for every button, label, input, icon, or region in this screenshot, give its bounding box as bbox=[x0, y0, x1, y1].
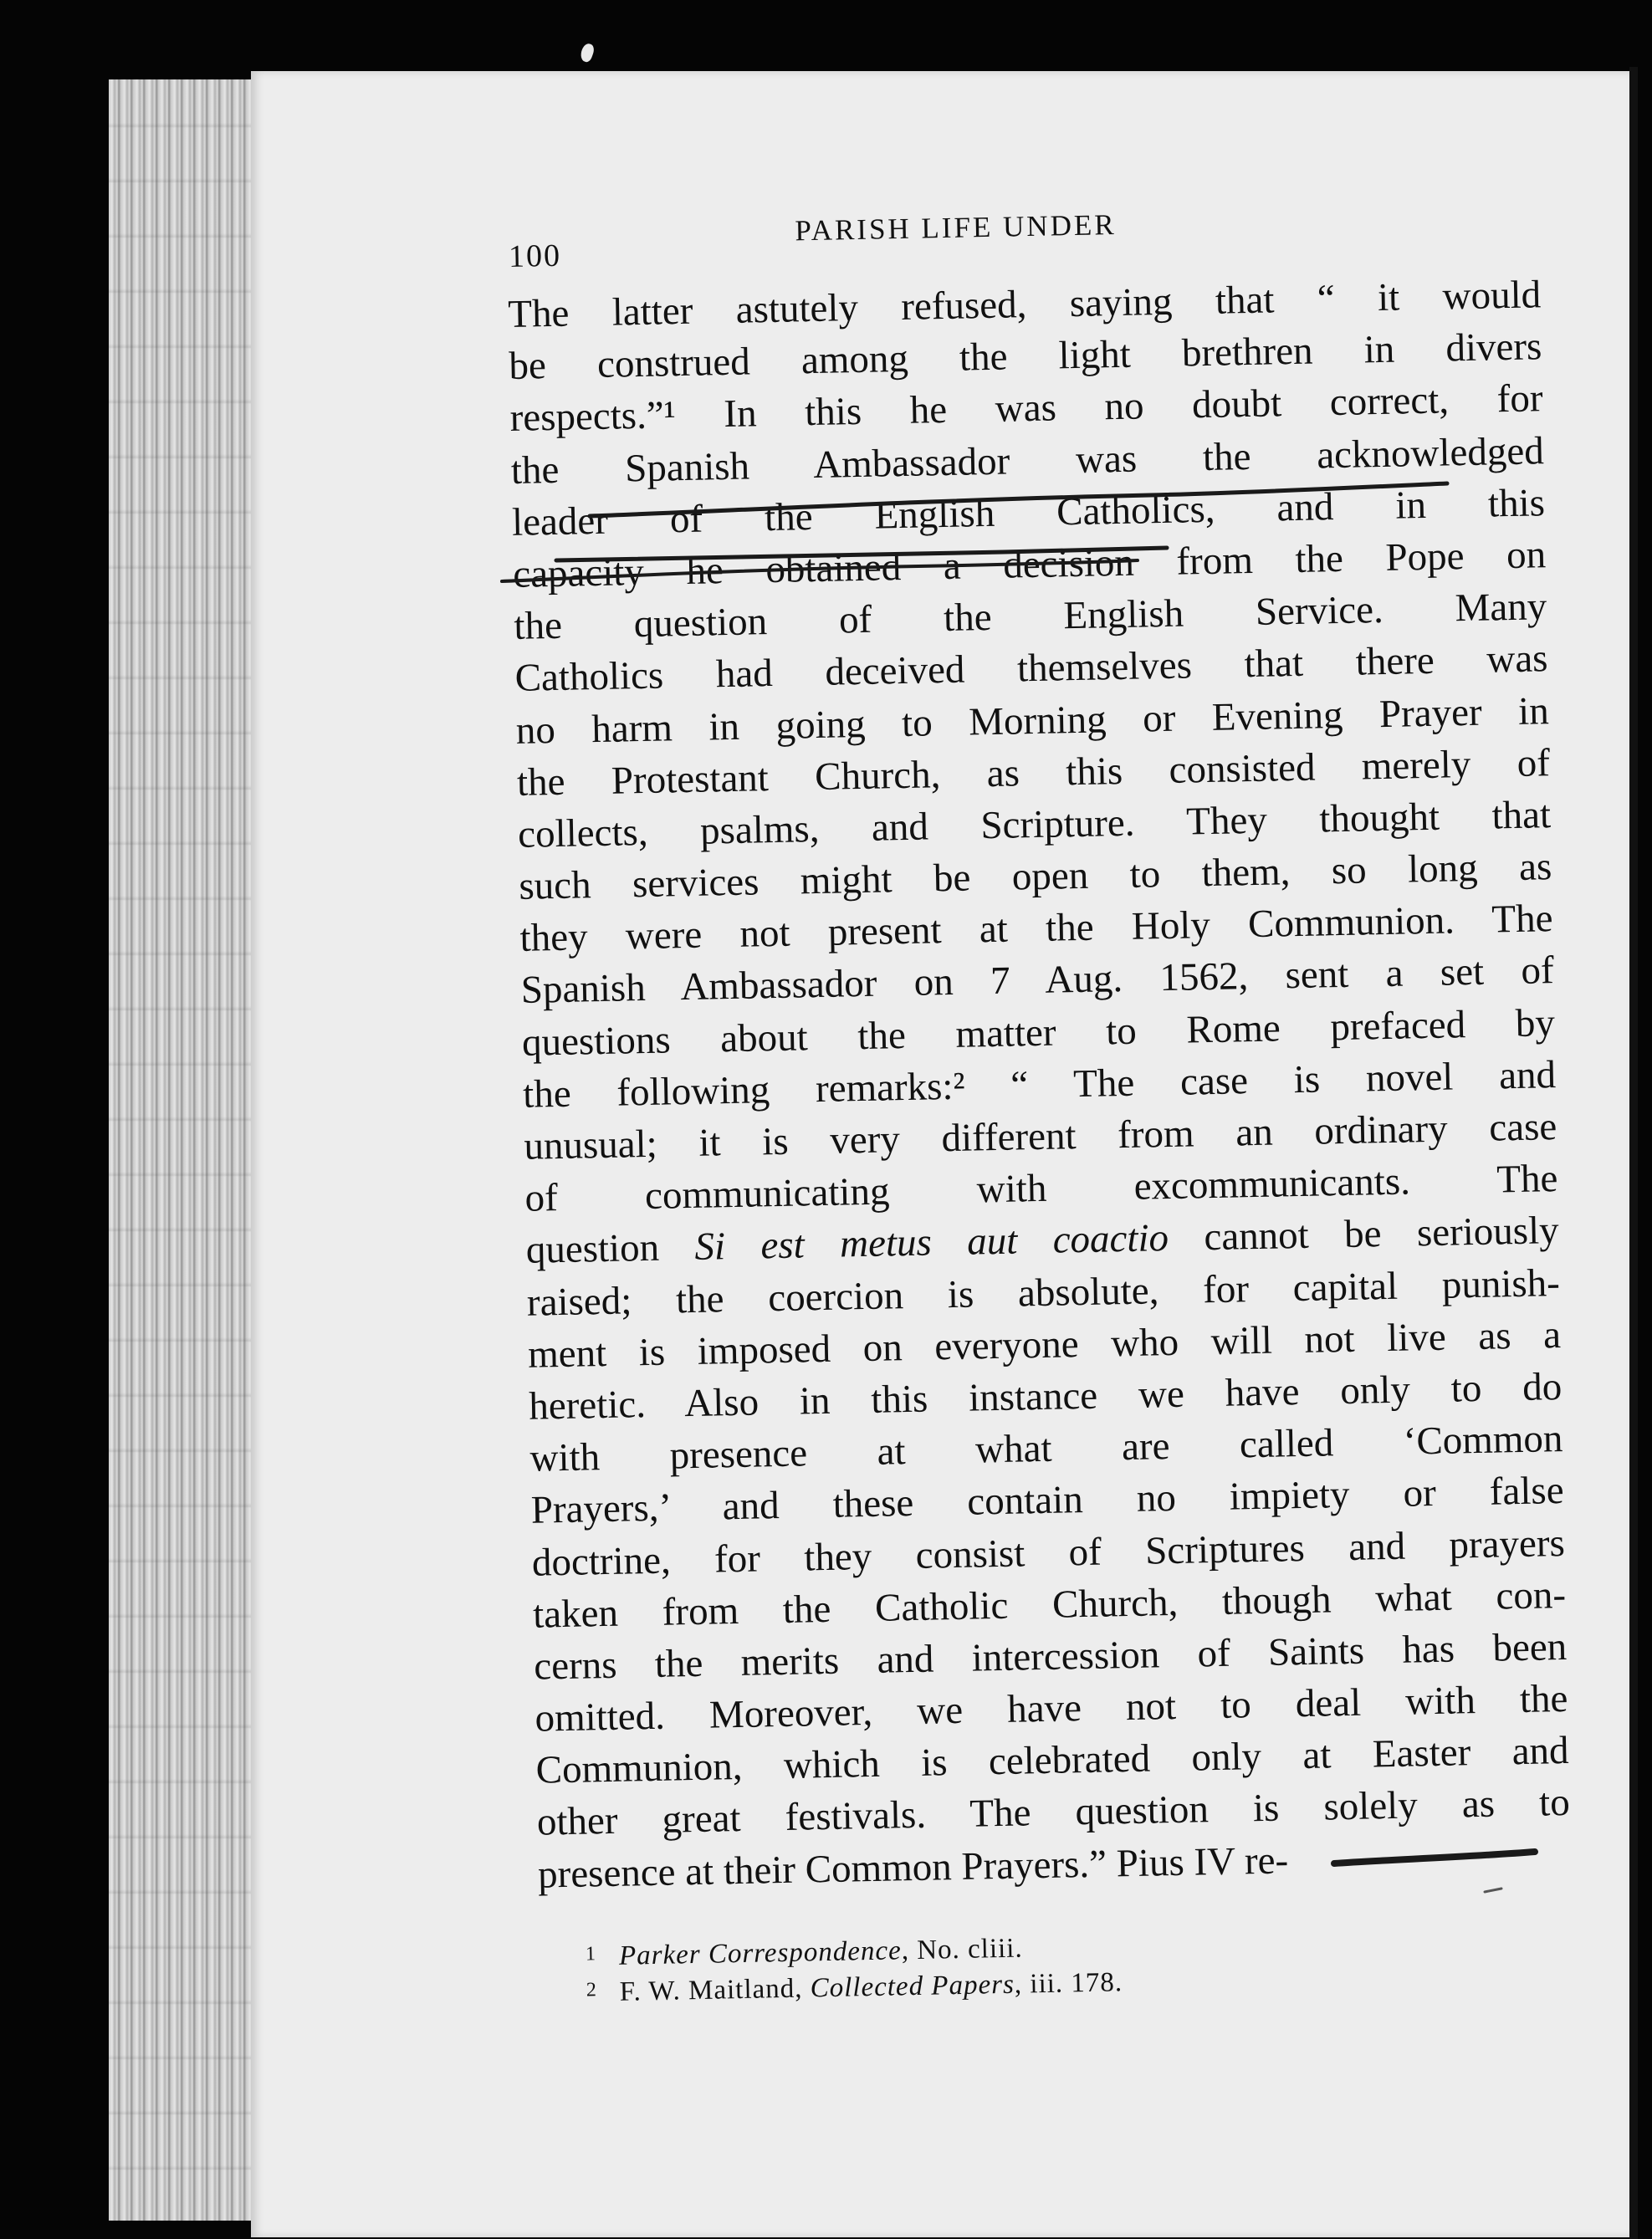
footnote-title: Collected Papers bbox=[810, 1969, 1015, 2004]
footnote-rest: , iii. 178. bbox=[1014, 1967, 1123, 2000]
text-line: the question of the English Service. Many bbox=[513, 585, 1547, 649]
text-line: raised; the coercion is absolute, for capital punish- bbox=[526, 1260, 1561, 1325]
text-line: ment is imposed on everyone who will not live as a bbox=[527, 1312, 1562, 1377]
text-line: the Spanish Ambassador was the acknowledged bbox=[510, 428, 1545, 493]
text-line: leader of the English Catholics, and in this bbox=[511, 480, 1546, 544]
text-line: The latter astutely refused, saying that “ it would bbox=[507, 273, 1542, 336]
body-text bbox=[508, 268, 1572, 1900]
running-title: PARISH LIFE UNDER bbox=[795, 207, 1117, 248]
text-line: the following remarks:² “ The case is novel and bbox=[522, 1052, 1557, 1117]
footnote-mark: 1 bbox=[585, 1943, 597, 1966]
footnote-mark: 2 bbox=[586, 1979, 598, 2001]
text-line: no harm in going to Morning or Evening Prayer in bbox=[515, 688, 1550, 753]
page-edges-stack bbox=[109, 79, 268, 2221]
text-line: omitted. Moreover, we have not to deal with the bbox=[534, 1677, 1568, 1741]
text-line: taken from the Catholic Church, though what con- bbox=[532, 1572, 1567, 1637]
text-line: capacity he obtained a decision from the Pope on bbox=[512, 533, 1547, 596]
footnote-rest: , No. cliii. bbox=[901, 1933, 1023, 1966]
text-line: the Protestant Church, as this consisted merely of bbox=[516, 740, 1551, 805]
text-line: cerns the merits and intercession of Saints has been bbox=[533, 1624, 1568, 1689]
page-number: 100 bbox=[508, 238, 562, 274]
text-block bbox=[506, 193, 1573, 2010]
text-line: Prayers,’ and these contain no impiety or false bbox=[530, 1469, 1565, 1533]
text-line: with presence at what are called ‘Common bbox=[529, 1417, 1563, 1480]
footnote-title: Parker Correspondence bbox=[618, 1935, 903, 1971]
text-line: Spanish Ambassador on 7 Aug. 1562, sent a set of bbox=[520, 948, 1555, 1013]
text-line: be construed among the light brethren in divers bbox=[509, 325, 1542, 389]
text-line: presence at their Common Prayers.” Pius IV re- bbox=[537, 1838, 1289, 1897]
footnote-author: F. W. Maitland, bbox=[619, 1973, 811, 2007]
text-line: other great festivals. The question is solely as to bbox=[536, 1781, 1571, 1845]
text-line: questions about the matter to Rome prefaced by bbox=[521, 1000, 1556, 1065]
text-line: Communion, which is celebrated only at Easter and bbox=[535, 1729, 1570, 1792]
text-line: respects.”¹ In this he was no doubt correct, for bbox=[509, 376, 1543, 441]
text-line: unusual; it is very different from an ordinary case bbox=[523, 1105, 1557, 1168]
text-line: of communicating with excommunicants. The bbox=[524, 1157, 1558, 1220]
latin-phrase: Si est metus aut coactio bbox=[694, 1216, 1169, 1270]
text-line: such services might be open to them, so long as bbox=[518, 845, 1552, 908]
text-line: doctrine, for they consist of Scriptures and prayers bbox=[531, 1521, 1566, 1585]
text-line: heretic. Also in this instance we have only to do bbox=[528, 1364, 1562, 1429]
text-line: they were not present at the Holy Communion. The bbox=[519, 897, 1553, 961]
text-line: Catholics had deceived themselves that there was bbox=[514, 636, 1548, 701]
text-segment: question bbox=[525, 1226, 660, 1273]
page-right-edge bbox=[1629, 67, 1638, 2239]
text-segment: cannot be seriously bbox=[1203, 1209, 1560, 1260]
text-line: collects, psalms, and Scripture. They thought that bbox=[517, 793, 1552, 856]
